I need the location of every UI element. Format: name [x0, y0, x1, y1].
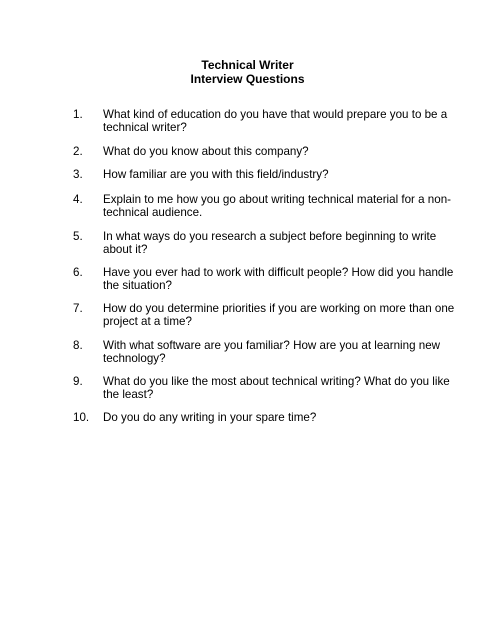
question-line: How do you determine priorities if you are working on more than one: [103, 302, 455, 315]
question-text: [103, 339, 441, 365]
title-line-1: Technical Writer: [201, 58, 294, 72]
question-text: [103, 168, 428, 181]
question-number: 9.: [73, 375, 83, 388]
question-text: [103, 193, 451, 219]
question-number: 3.: [73, 168, 83, 181]
question-line: about it?: [103, 243, 148, 256]
question-text: [103, 108, 448, 134]
question-line: technology?: [103, 352, 166, 365]
question-line: Have you ever had to work with difficult people? How did you handle: [103, 266, 454, 279]
title-line-2: Interview Questions: [190, 72, 305, 86]
question-line: the situation?: [103, 279, 172, 292]
question-text: [103, 302, 455, 328]
question-number: 1.: [73, 108, 83, 121]
question-line: What kind of education do you have that would prepare you to be a: [103, 108, 448, 121]
question-line: How familiar are you with this field/industry?: [103, 168, 329, 181]
question-line: the least?: [103, 388, 154, 401]
question-line: With what software are you familiar? How are you at learning new: [103, 339, 441, 352]
question-number: 10.: [73, 411, 90, 424]
question-line: technical writer?: [103, 121, 187, 134]
question-line: Explain to me how you go about writing technical material for a non-: [103, 193, 451, 206]
question-line: technical audience.: [103, 206, 203, 219]
question-line: Do you do any writing in your spare time?: [103, 411, 317, 424]
question-text: [103, 145, 428, 158]
question-text: [103, 266, 454, 292]
question-text: [103, 411, 428, 424]
document-title: [0, 58, 495, 86]
question-line: What do you like the most about technical writing? What do you like: [103, 375, 450, 388]
question-number: 4.: [73, 193, 83, 206]
question-text: [103, 375, 450, 401]
question-line: project at a time?: [103, 315, 192, 328]
question-line: What do you know about this company?: [103, 145, 309, 158]
question-number: 2.: [73, 145, 83, 158]
question-number: 5.: [73, 230, 83, 243]
question-line: In what ways do you research a subject before beginning to write: [103, 230, 437, 243]
question-text: [103, 230, 437, 256]
question-number: 7.: [73, 302, 83, 315]
question-number: 8.: [73, 339, 83, 352]
question-number: 6.: [73, 266, 83, 279]
